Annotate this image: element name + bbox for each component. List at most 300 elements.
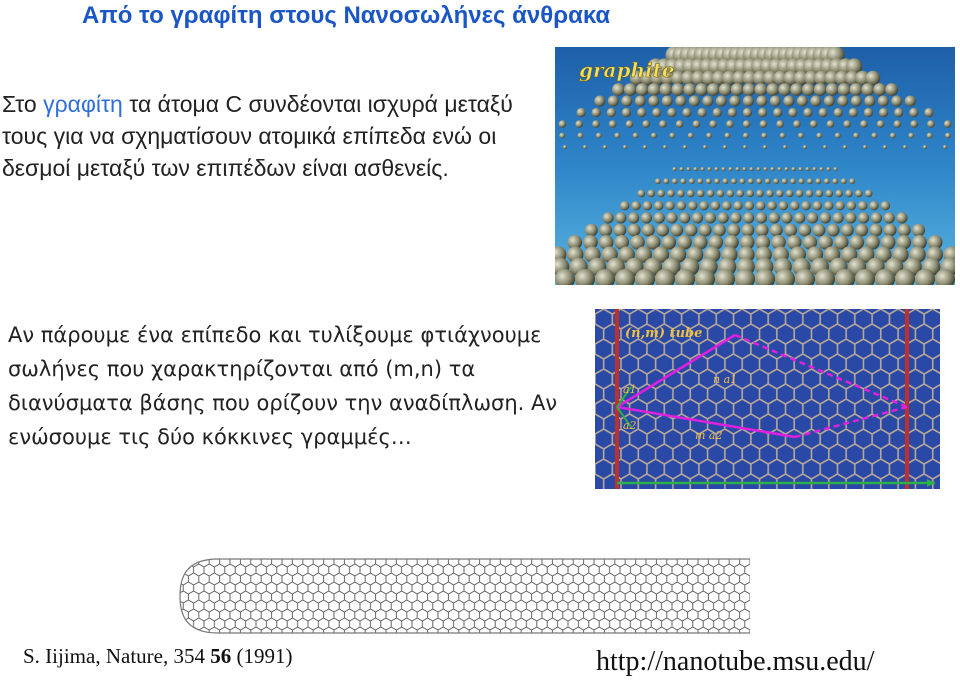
carbon-atom — [743, 108, 752, 117]
carbon-atom — [687, 167, 691, 171]
carbon-atom — [716, 96, 727, 107]
carbon-atom — [767, 201, 776, 210]
carbon-atom — [827, 224, 840, 237]
carbon-atom — [776, 120, 784, 128]
carbon-atom — [714, 178, 720, 184]
carbon-atom — [654, 201, 663, 210]
carbon-atom — [773, 108, 782, 117]
graphite-image — [555, 47, 955, 285]
carbon-atom — [743, 96, 754, 107]
carbon-atom — [685, 224, 698, 237]
carbon-atom — [765, 178, 771, 184]
carbon-atom — [642, 120, 650, 128]
carbon-atom — [881, 201, 890, 210]
carbon-atom — [807, 212, 818, 223]
carbon-atom — [801, 201, 810, 210]
carbon-atom — [833, 212, 844, 223]
carbon-atom — [869, 201, 878, 210]
carbon-atom — [776, 190, 784, 198]
carbon-atom — [730, 212, 741, 223]
carbon-atom — [736, 167, 740, 171]
carbon-atom — [779, 201, 788, 210]
carbon-atom — [863, 145, 867, 149]
carbon-atom — [626, 120, 634, 128]
carbon-atom — [820, 212, 831, 223]
carbon-atom — [945, 133, 951, 139]
carbon-atom — [785, 167, 789, 171]
carbon-atom — [723, 178, 729, 184]
carbon-atom — [799, 167, 803, 171]
carbon-atom — [756, 201, 765, 210]
carbon-atom — [638, 190, 646, 198]
carbon-atom — [701, 167, 705, 171]
carbon-atom — [802, 83, 815, 96]
carbon-atom — [663, 178, 669, 184]
carbon-atom — [790, 83, 803, 96]
carbon-atom — [609, 120, 617, 128]
carbon-atom — [798, 133, 804, 139]
carbon-atom — [757, 167, 761, 171]
carbon-atom — [894, 108, 903, 117]
carbon-atom — [770, 224, 783, 237]
carbon-atom — [841, 224, 854, 237]
carbon-atom — [883, 145, 887, 149]
carbon-atom — [702, 96, 713, 107]
carbon-atom — [784, 224, 797, 237]
carbon-atom — [782, 178, 788, 184]
carbon-atom — [705, 212, 716, 223]
carbon-atom — [873, 83, 886, 96]
carbon-atom — [692, 212, 703, 223]
carbon-atom — [743, 167, 747, 171]
carbon-atom — [679, 212, 690, 223]
carbon-atom — [667, 108, 676, 117]
carbon-atom — [855, 224, 868, 237]
carbon-atom — [628, 224, 641, 237]
carbon-atom — [884, 212, 895, 223]
carbon-atom — [764, 167, 768, 171]
carbon-atom — [672, 178, 678, 184]
carbon-atom — [660, 83, 673, 96]
carbon-atom — [656, 224, 669, 237]
carbon-atom — [718, 212, 729, 223]
nanotube-image — [178, 555, 750, 637]
carbon-atom — [909, 108, 918, 117]
carbon-atom — [824, 178, 830, 184]
carbon-atom — [858, 212, 869, 223]
carbon-atom — [662, 96, 673, 107]
m-label: m a2 — [695, 429, 723, 442]
reference-citation — [23, 644, 292, 669]
carbon-atom — [837, 96, 848, 107]
carbon-atom — [559, 120, 567, 128]
tube-label: (n,m) tube — [625, 326, 703, 341]
carbon-atom — [798, 224, 811, 237]
carbon-atom — [850, 83, 863, 96]
carbon-atom — [773, 178, 779, 184]
carbon-atom — [843, 120, 851, 128]
carbon-atom — [794, 212, 805, 223]
carbon-atom — [729, 167, 733, 171]
carbon-atom — [666, 212, 677, 223]
carbon-atom — [651, 133, 657, 139]
carbon-atom — [742, 224, 755, 237]
carbon-atom — [806, 190, 814, 198]
carbon-atom — [745, 201, 754, 210]
carbon-atom — [792, 167, 796, 171]
carbon-atom — [858, 201, 867, 210]
carbon-atom — [614, 224, 627, 237]
carbon-atom — [797, 96, 808, 107]
carbon-atom — [717, 190, 725, 198]
carbon-atom — [707, 83, 720, 96]
carbon-atom — [733, 201, 742, 210]
carbon-atom — [872, 133, 878, 139]
carbon-atom — [778, 83, 791, 96]
carbon-atom — [676, 120, 684, 128]
carbon-atom — [835, 190, 843, 198]
carbon-atom — [673, 167, 677, 171]
carbon-atom — [813, 224, 826, 237]
carbon-atom — [756, 190, 764, 198]
carbon-atom — [790, 178, 796, 184]
carbon-atom — [851, 96, 862, 107]
carbon-atom — [688, 201, 697, 210]
carbon-atom — [659, 120, 667, 128]
carbon-atom — [725, 133, 731, 139]
carbon-atom — [924, 108, 933, 117]
carbon-atom — [835, 133, 841, 139]
carbon-atom — [803, 145, 807, 149]
carbon-atom — [781, 212, 792, 223]
carbon-atom — [766, 83, 779, 96]
carbon-atom — [641, 212, 652, 223]
carbon-atom — [635, 96, 646, 107]
carbon-atom — [756, 212, 767, 223]
carbon-atom — [727, 190, 735, 198]
carbon-atom — [944, 120, 952, 128]
carbon-atom — [788, 108, 797, 117]
carbon-atom — [648, 83, 661, 96]
carbon-atom — [756, 178, 762, 184]
carbon-atom — [719, 83, 732, 96]
carbon-atom — [620, 201, 629, 210]
carbon-atom — [845, 190, 853, 198]
carbon-atom — [855, 190, 863, 198]
carbon-atom — [865, 190, 873, 198]
carbon-atom — [756, 96, 767, 107]
tube-lattice-image — [595, 309, 940, 489]
carbon-atom — [853, 133, 859, 139]
carbon-atom — [908, 133, 914, 139]
carbon-atom — [667, 190, 675, 198]
ref-authors: S. Iijima, Nature, 354 — [23, 644, 211, 668]
carbon-atom — [637, 108, 646, 117]
carbon-atom — [847, 201, 856, 210]
carbon-atom — [722, 167, 726, 171]
carbon-atom — [760, 120, 768, 128]
carbon-atom — [608, 96, 619, 107]
carbon-atom — [693, 120, 701, 128]
carbon-atom — [711, 201, 720, 210]
carbon-atom — [864, 108, 873, 117]
carbon-atom — [699, 201, 708, 210]
carbon-atom — [663, 145, 667, 149]
carbon-atom — [621, 96, 632, 107]
carbon-atom — [884, 224, 897, 237]
carbon-atom — [849, 108, 858, 117]
carbon-atom — [885, 83, 898, 96]
carbon-atom — [707, 190, 715, 198]
carbon-atom — [614, 133, 620, 139]
graphite-paragraph — [2, 88, 547, 184]
carbon-atom — [903, 145, 907, 149]
carbon-atom — [813, 167, 817, 171]
carbon-atom — [838, 83, 851, 96]
carbon-atom — [864, 96, 875, 107]
carbon-atom — [559, 133, 565, 139]
carbon-atom — [728, 108, 737, 117]
carbon-atom — [677, 201, 686, 210]
carbon-atom — [743, 133, 749, 139]
carbon-atom — [743, 120, 751, 128]
carbon-atom — [739, 178, 745, 184]
carbon-atom — [786, 190, 794, 198]
carbon-atom — [594, 96, 605, 107]
carbon-atom — [813, 201, 822, 210]
carbon-atom — [578, 133, 584, 139]
carbon-atom — [688, 133, 694, 139]
carbon-atom — [642, 224, 655, 237]
carbon-atom — [697, 190, 705, 198]
carbon-atom — [780, 133, 786, 139]
carbon-atom — [592, 120, 600, 128]
carbon-atom — [927, 133, 933, 139]
carbon-atom — [758, 108, 767, 117]
carbon-atom — [713, 224, 726, 237]
carbon-atom — [750, 167, 754, 171]
carbon-atom — [834, 108, 843, 117]
carbon-atom — [583, 145, 587, 149]
carbon-atom — [943, 145, 947, 149]
carbon-atom — [910, 120, 918, 128]
carbon-atom — [819, 108, 828, 117]
carbon-atom — [687, 190, 695, 198]
carbon-atom — [675, 96, 686, 107]
carbon-atom — [603, 212, 614, 223]
carbon-atom — [652, 108, 661, 117]
carbon-atom — [695, 83, 708, 96]
nanotube-paragraph: Αν πάρουμε ένα επίπεδο και τυλίξουμε φτιάχνουμε σωλήνες που χαρακτηρίζονται από (m,n) τα διανύσματα βάσης που ορίζουν την αναδίπλωση. Αν ενώσουμε τις δύο κόκκινες γραμμές… — [8, 323, 558, 449]
carbon-atom — [694, 167, 698, 171]
carbon-atom — [898, 224, 911, 237]
carbon-atom — [671, 83, 684, 96]
carbon-atom — [793, 120, 801, 128]
carbon-atom — [843, 145, 847, 149]
carbon-atom — [770, 96, 781, 107]
carbon-atom — [563, 145, 567, 149]
carbon-atom — [891, 96, 902, 107]
carbon-atom — [723, 145, 727, 149]
carbon-atom — [603, 145, 607, 149]
carbon-atom — [623, 145, 627, 149]
carbon-atom — [748, 178, 754, 184]
carbon-atom — [761, 133, 767, 139]
carbon-atom — [689, 96, 700, 107]
carbon-atom — [890, 133, 896, 139]
carbon-atom — [796, 190, 804, 198]
carbon-atom — [816, 133, 822, 139]
carbon-atom — [657, 190, 665, 198]
carbon-atom — [592, 108, 601, 117]
carbon-atom — [713, 108, 722, 117]
carbon-atom — [654, 212, 665, 223]
carbon-atom — [599, 224, 612, 237]
carbon-atom — [870, 224, 883, 237]
carbon-atom — [731, 178, 737, 184]
carbon-atom — [835, 201, 844, 210]
carbon-atom — [622, 108, 631, 117]
carbon-atom — [746, 190, 754, 198]
carbon-atom — [825, 190, 833, 198]
carbon-atom — [832, 178, 838, 184]
source-url: http://nanotube.msu.edu/ — [596, 646, 875, 677]
carbon-atom — [624, 83, 637, 96]
carbon-atom — [841, 178, 847, 184]
carbon-atom — [743, 145, 747, 149]
carbon-atom — [878, 96, 889, 107]
carbon-atom — [799, 178, 805, 184]
carbon-atom — [826, 83, 839, 96]
carbon-atom — [648, 96, 659, 107]
carbon-atom — [755, 83, 768, 96]
carbon-atom — [669, 133, 675, 139]
carbon-atom — [727, 224, 740, 237]
carbon-atom — [699, 224, 712, 237]
carbon-atom — [607, 108, 616, 117]
carbon-atom — [803, 108, 812, 117]
carbon-atom — [596, 133, 602, 139]
carbon-atom — [807, 178, 813, 184]
carbon-atom — [771, 167, 775, 171]
graphite-label: graphite — [579, 58, 675, 82]
carbon-atom — [683, 145, 687, 149]
carbon-atom — [827, 120, 835, 128]
carbon-atom — [896, 212, 907, 223]
carbon-atom — [615, 212, 626, 223]
carbon-atom — [577, 108, 586, 117]
carbon-atom — [810, 96, 821, 107]
ref-year: (1991) — [231, 644, 293, 668]
carbon-atom — [575, 120, 583, 128]
carbon-atom — [766, 190, 774, 198]
carbon-atom — [697, 178, 703, 184]
carbon-atom — [636, 83, 649, 96]
carbon-atom — [879, 108, 888, 117]
carbon-atom — [665, 201, 674, 210]
carbon-atom — [905, 96, 916, 107]
carbon-atom — [631, 201, 640, 210]
carbon-atom — [731, 83, 744, 96]
carbon-atom — [814, 83, 827, 96]
carbon-atom — [790, 201, 799, 210]
carbon-atom — [682, 108, 691, 117]
carbon-atom — [824, 96, 835, 107]
carbon-atom — [670, 224, 683, 237]
carbon-atom — [816, 190, 824, 198]
carbon-atom — [708, 167, 712, 171]
carbon-atom — [612, 83, 625, 96]
a2-label: a2 — [623, 419, 637, 432]
carbon-atom — [756, 224, 769, 237]
carbon-atom — [736, 190, 744, 198]
carbon-atom — [927, 120, 935, 128]
carbon-atom — [806, 167, 810, 171]
carbon-atom — [633, 133, 639, 139]
carbon-atom — [763, 145, 767, 149]
carbon-atom — [698, 108, 707, 117]
carbon-atom — [912, 224, 925, 237]
carbon-atom — [827, 167, 831, 171]
carbon-atom — [783, 96, 794, 107]
carbon-atom — [820, 167, 824, 171]
carbon-atom — [871, 212, 882, 223]
carbon-atom — [680, 178, 686, 184]
page-title: Από το γραφίτη στους Νανοσωλήνες άνθρακα — [82, 2, 611, 29]
a1-label: a1 — [623, 383, 637, 396]
carbon-atom — [729, 96, 740, 107]
carbon-atom — [647, 190, 655, 198]
carbon-atom — [823, 145, 827, 149]
carbon-atom — [722, 201, 731, 210]
n-label: n a1 — [713, 373, 738, 386]
carbon-atom — [706, 178, 712, 184]
carbon-atom — [743, 212, 754, 223]
carbon-atom — [628, 212, 639, 223]
carbon-atom — [706, 133, 712, 139]
carbon-atom — [743, 83, 756, 96]
carbon-atom — [860, 120, 868, 128]
carbon-atom — [834, 167, 838, 171]
ref-volume: 56 — [210, 644, 232, 668]
carbon-atom — [923, 145, 927, 149]
graphite-highlight: γραφίτη — [43, 91, 123, 117]
carbon-atom — [680, 167, 684, 171]
carbon-atom — [877, 120, 885, 128]
carbon-atom — [715, 167, 719, 171]
carbon-atom — [683, 83, 696, 96]
para1-rest: τα άτομα C συνδέονται ισχυρά μεταξύ τους για να σχηματίσουν ατομικά επίπεδα ενώ οι δεσμοί μεταξύ των επιπέδων είναι ασθενείς. — [2, 91, 513, 181]
carbon-atom — [643, 201, 652, 210]
carbon-atom — [824, 201, 833, 210]
carbon-atom — [585, 224, 598, 237]
carbon-atom — [726, 120, 734, 128]
carbon-atom — [643, 145, 647, 149]
carbon-atom — [778, 167, 782, 171]
carbon-atom — [849, 178, 855, 184]
carbon-atom — [689, 178, 695, 184]
carbon-atom — [894, 120, 902, 128]
para1-prefix: Στο — [2, 91, 44, 117]
carbon-atom — [677, 190, 685, 198]
carbon-atom — [769, 212, 780, 223]
carbon-atom — [655, 178, 661, 184]
carbon-atom — [861, 83, 874, 96]
carbon-atom — [709, 120, 717, 128]
carbon-atom — [810, 120, 818, 128]
carbon-atom — [783, 145, 787, 149]
carbon-atom — [703, 145, 707, 149]
